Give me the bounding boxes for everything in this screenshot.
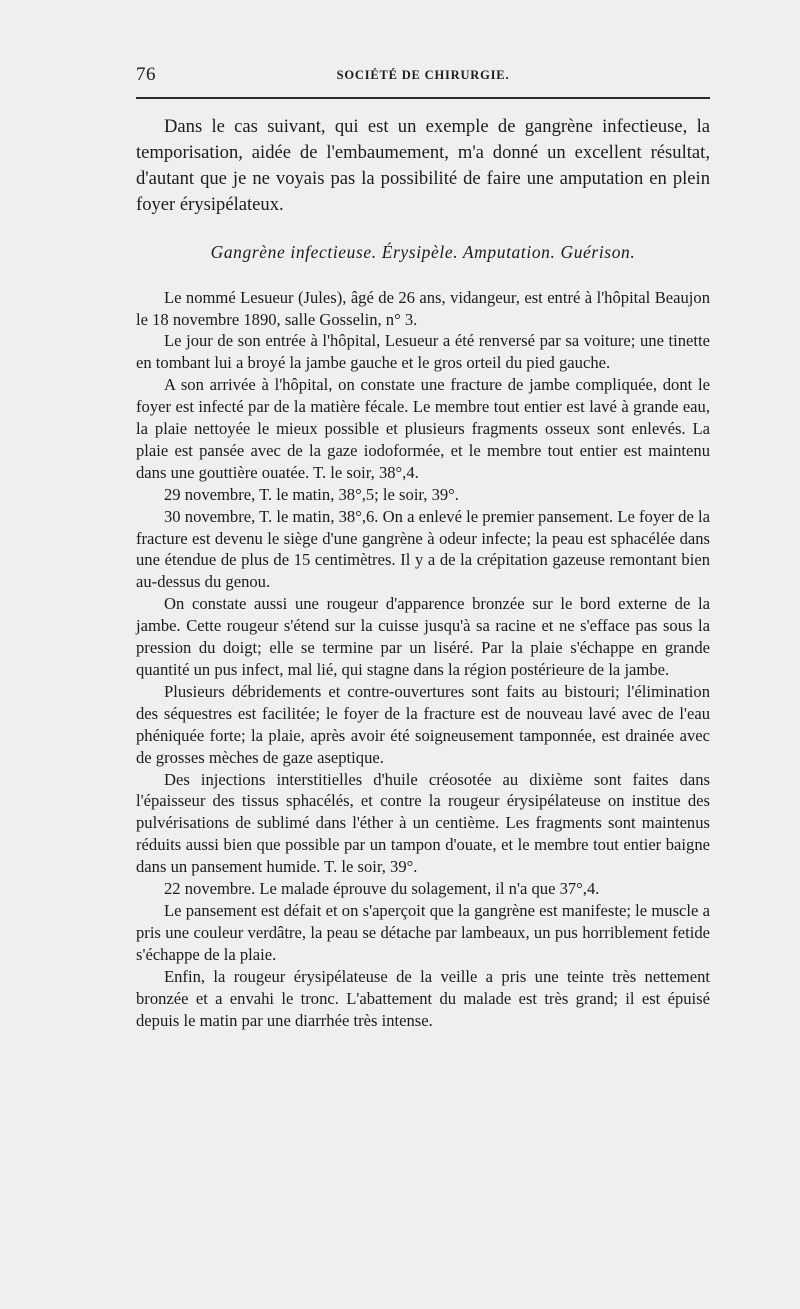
page-number: 76: [136, 64, 156, 85]
case-paragraph: Des injections interstitielles d'huile créosotée au dixième sont faites dans l'épaisseur des tissus sphacélés, et contre la rougeur érysipélateuse on institue des pulvérisations de sublimé dans l'éther à un centième. Les fragments sont maintenus réduits aussi bien que possible par un tampon d'ouate, et le membre tout entier baigne dans un pansement humide. T. le soir, 39°.: [136, 769, 710, 877]
case-paragraph: 29 novembre, T. le matin, 38°,5; le soir, 39°.: [164, 484, 459, 504]
running-head: SOCIÉTÉ DE CHIRURGIE.: [336, 68, 510, 82]
case-paragraph: Plusieurs débridements et contre-ouvertures sont faits au bistouri; l'élimination des séquestres est facilitée; le foyer de la fracture est de nouveau lavé avec de l'eau phéniquée forte; la plaie, après avoir été soigneusement tamponnée, est drainée avec de grosses mèches de gaze aseptique.: [136, 681, 710, 767]
case-paragraph: A son arrivée à l'hôpital, on constate une fracture de jambe compliquée, dont le foyer est infecté par de la matière fécale. Le membre tout entier est lavé à grande eau, la plaie nettoyée le mieux possible et plusieurs fragments osseux sont enlevés. La plaie est pansée avec de la gaze iodoformée, et le membre tout entier est maintenu dans une gouttière ouatée. T. le soir, 38°,4.: [136, 375, 710, 482]
case-paragraph: Le nommé Lesueur (Jules), âgé de 26 ans, vidangeur, est entré à l'hôpital Beaujon le 18 novembre 1890, salle Gosselin, n° 3.: [136, 287, 710, 329]
case-title: Gangrène infectieuse. Érysipèle. Amputation. Guérison.: [210, 242, 636, 262]
case-paragraph: Enfin, la rougeur érysipélateuse de la veille a pris une teinte très nettement bronzée et a envahi le tronc. L'abattement du malade est très grand; il est épuisé depuis le matin par une diarrhée très intense.: [136, 966, 710, 1030]
case-paragraph: Le jour de son entrée à l'hôpital, Lesueur a été renversé par sa voiture; une tinette en tombant lui a broyé la jambe gauche et le gros orteil du pied gauche.: [136, 331, 710, 373]
header-rule: [136, 97, 710, 99]
case-paragraph: Le pansement est défait et on s'aperçoit que la gangrène est manifeste; le muscle a pris une couleur verdâtre, la peau se détache par lambeaux, un pus horriblement fetide s'échappe de la plaie.: [136, 900, 710, 964]
case-paragraph: 30 novembre, T. le matin, 38°,6. On a enlevé le premier pansement. Le foyer de la fracture est devenu le siège d'une gangrène à odeur infecte; la peau est sphacélée dans une étendue de plus de 15 centimètres. Il y a de la crépitation gazeuse remontant bien au-dessus du genou.: [136, 506, 710, 592]
case-paragraph: 22 novembre. Le malade éprouve du solagement, il n'a que 37°,4.: [164, 879, 600, 899]
page-header: [136, 62, 710, 92]
page-body: [136, 114, 710, 1031]
intro-paragraph: Dans le cas suivant, qui est un exemple de gangrène infectieuse, la temporisation, aidée de l'embaumement, m'a donné un excellent résultat, d'autant que je ne voyais pas la possibilité de faire une amputation en plein foyer érysipélateux.: [136, 116, 710, 215]
case-paragraph: On constate aussi une rougeur d'apparence bronzée sur le bord externe de la jambe. Cette rougeur s'étend sur la cuisse jusqu'à sa racine et ne s'efface pas sous la pression du doigt; elle se termine par un liséré. Par la plaie s'échappe en grande quantité un pus infect, mal lié, qui stagne dans la région postérieure de la jambe.: [136, 594, 710, 679]
